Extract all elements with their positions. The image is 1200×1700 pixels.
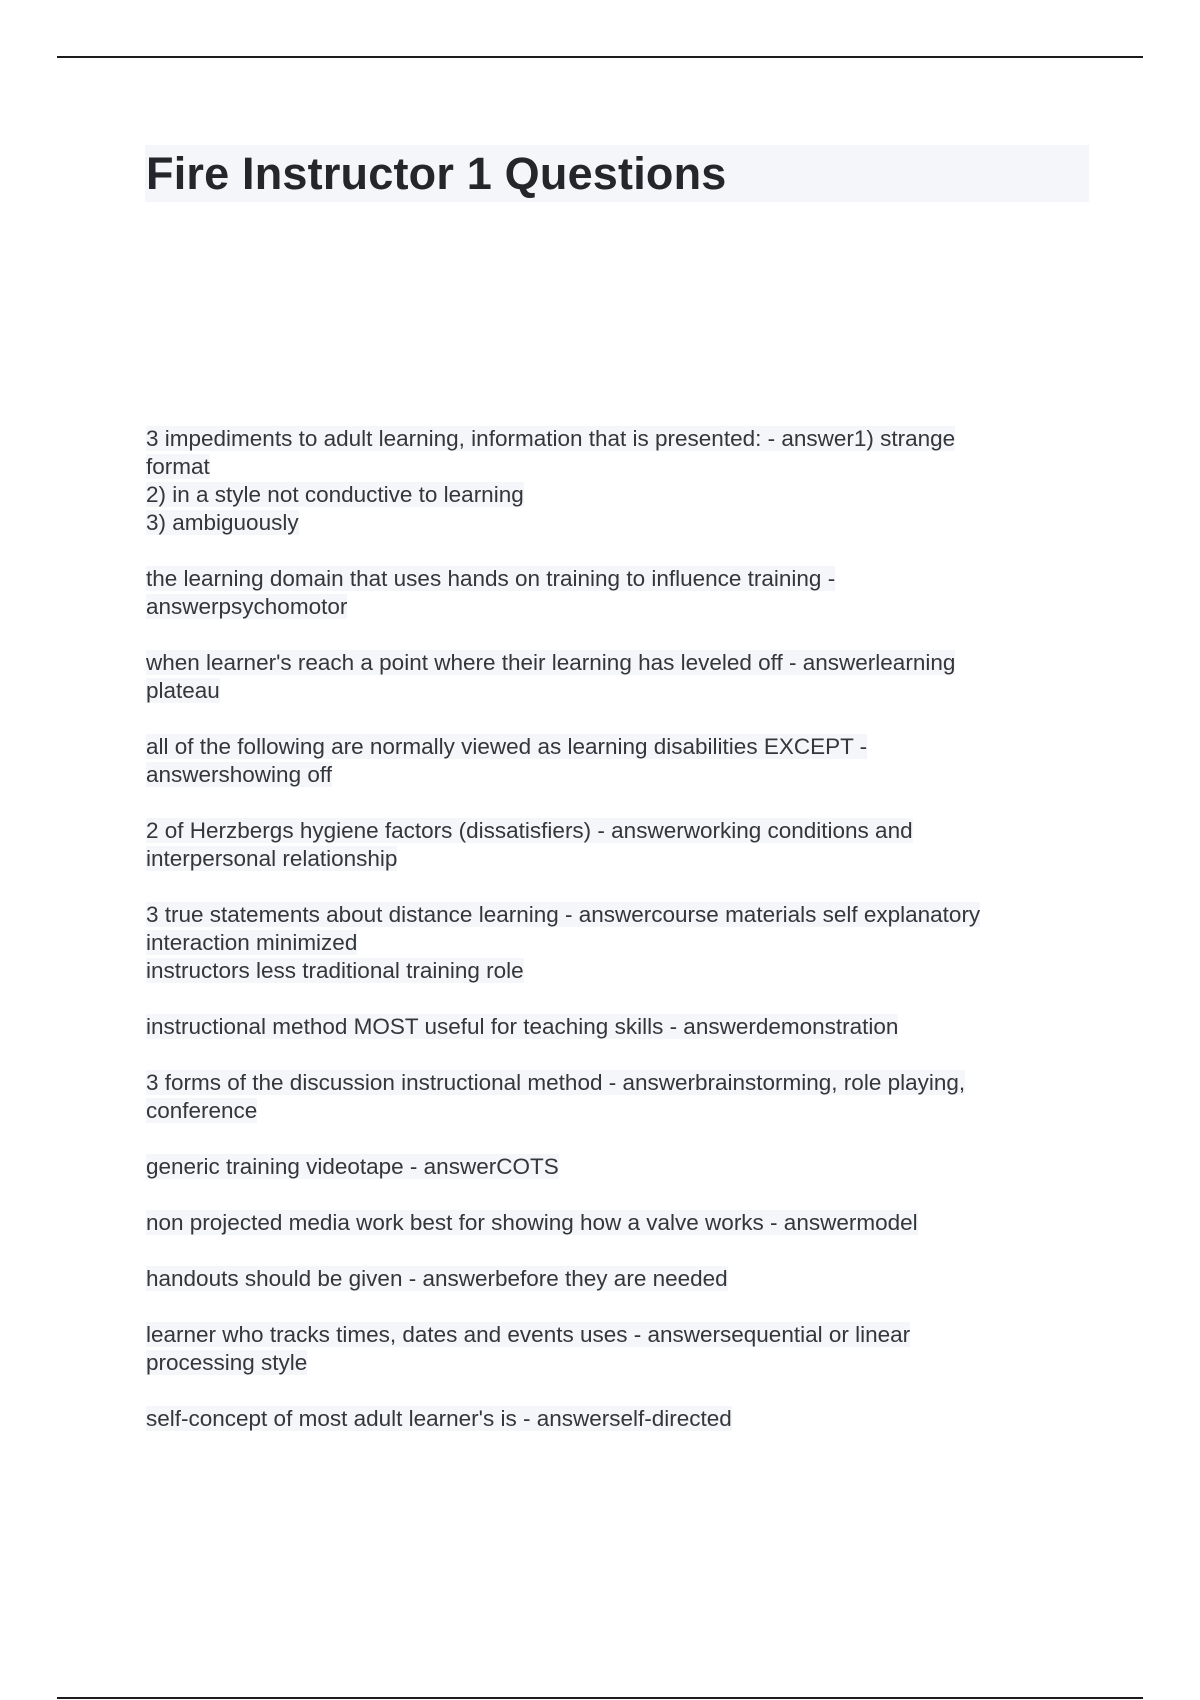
question-line-text: generic training videotape - answerCOTS <box>146 1154 559 1179</box>
question-line-text: answershowing off <box>146 762 332 787</box>
question-line-text: 3 impediments to adult learning, information that is presented: - answer1) strange <box>146 426 956 451</box>
question-line <box>146 817 1066 845</box>
question-line <box>146 1097 1066 1125</box>
question-line <box>146 593 1066 621</box>
question-line-text: instructional method MOST useful for teaching skills - answerdemonstration <box>146 1014 899 1039</box>
question-line-text: instructors less traditional training role <box>146 958 524 983</box>
question-line-text: plateau <box>146 678 220 703</box>
question-line <box>146 733 1066 761</box>
question-line-text: 2) in a style not conductive to learning <box>146 482 524 507</box>
question-item <box>146 1153 1066 1181</box>
question-line <box>146 425 1066 453</box>
question-line-text: interaction minimized <box>146 930 358 955</box>
question-line <box>146 565 1066 593</box>
question-line <box>146 1265 1066 1293</box>
question-item <box>146 565 1066 621</box>
question-item <box>146 1069 1066 1125</box>
question-line <box>146 649 1066 677</box>
question-line <box>146 677 1066 705</box>
question-line <box>146 1069 1066 1097</box>
bottom-divider <box>57 1697 1143 1699</box>
question-line-text: interpersonal relationship <box>146 846 398 871</box>
question-item <box>146 1321 1066 1377</box>
question-line-text: 3) ambiguously <box>146 510 299 535</box>
question-line-text: 3 true statements about distance learning - answercourse materials self explanatory <box>146 902 981 927</box>
question-line <box>146 1349 1066 1377</box>
question-line-text: learner who tracks times, dates and events uses - answersequential or linear <box>146 1322 911 1347</box>
question-item <box>146 1209 1066 1237</box>
question-line <box>146 1405 1066 1433</box>
question-line-text: the learning domain that uses hands on training to influence training - <box>146 566 836 591</box>
question-line-text: self-concept of most adult learner's is - answerself-directed <box>146 1406 732 1431</box>
question-line-text: conference <box>146 1098 258 1123</box>
question-line <box>146 1209 1066 1237</box>
question-line-text: processing style <box>146 1350 308 1375</box>
question-item <box>146 901 1066 985</box>
question-line-text: 2 of Herzbergs hygiene factors (dissatisfiers) - answerworking conditions and <box>146 818 913 843</box>
question-line-text: handouts should be given - answerbefore they are needed <box>146 1266 728 1291</box>
question-line-text: format <box>146 454 210 479</box>
question-line-text: when learner's reach a point where their learning has leveled off - answerlearning <box>146 650 956 675</box>
question-line <box>146 1153 1066 1181</box>
question-list <box>146 425 1066 1461</box>
question-line <box>146 845 1066 873</box>
question-line <box>146 1013 1066 1041</box>
question-item <box>146 1013 1066 1041</box>
question-line <box>146 957 1066 985</box>
question-line-text: non projected media work best for showing how a valve works - answermodel <box>146 1210 918 1235</box>
question-line <box>146 761 1066 789</box>
question-item <box>146 649 1066 705</box>
question-line <box>146 481 1066 509</box>
question-line-text: all of the following are normally viewed as learning disabilities EXCEPT - <box>146 734 868 759</box>
top-divider <box>57 56 1143 58</box>
question-line <box>146 1321 1066 1349</box>
question-item <box>146 425 1066 537</box>
question-item <box>146 817 1066 873</box>
question-line <box>146 901 1066 929</box>
question-line-text: answerpsychomotor <box>146 594 348 619</box>
question-line <box>146 453 1066 481</box>
question-line-text: 3 forms of the discussion instructional method - answerbrainstorming, role playing, <box>146 1070 966 1095</box>
question-item <box>146 1265 1066 1293</box>
question-item <box>146 733 1066 789</box>
question-line <box>146 509 1066 537</box>
question-line <box>146 929 1066 957</box>
question-item <box>146 1405 1066 1433</box>
document-title: Fire Instructor 1 Questions <box>146 148 727 199</box>
